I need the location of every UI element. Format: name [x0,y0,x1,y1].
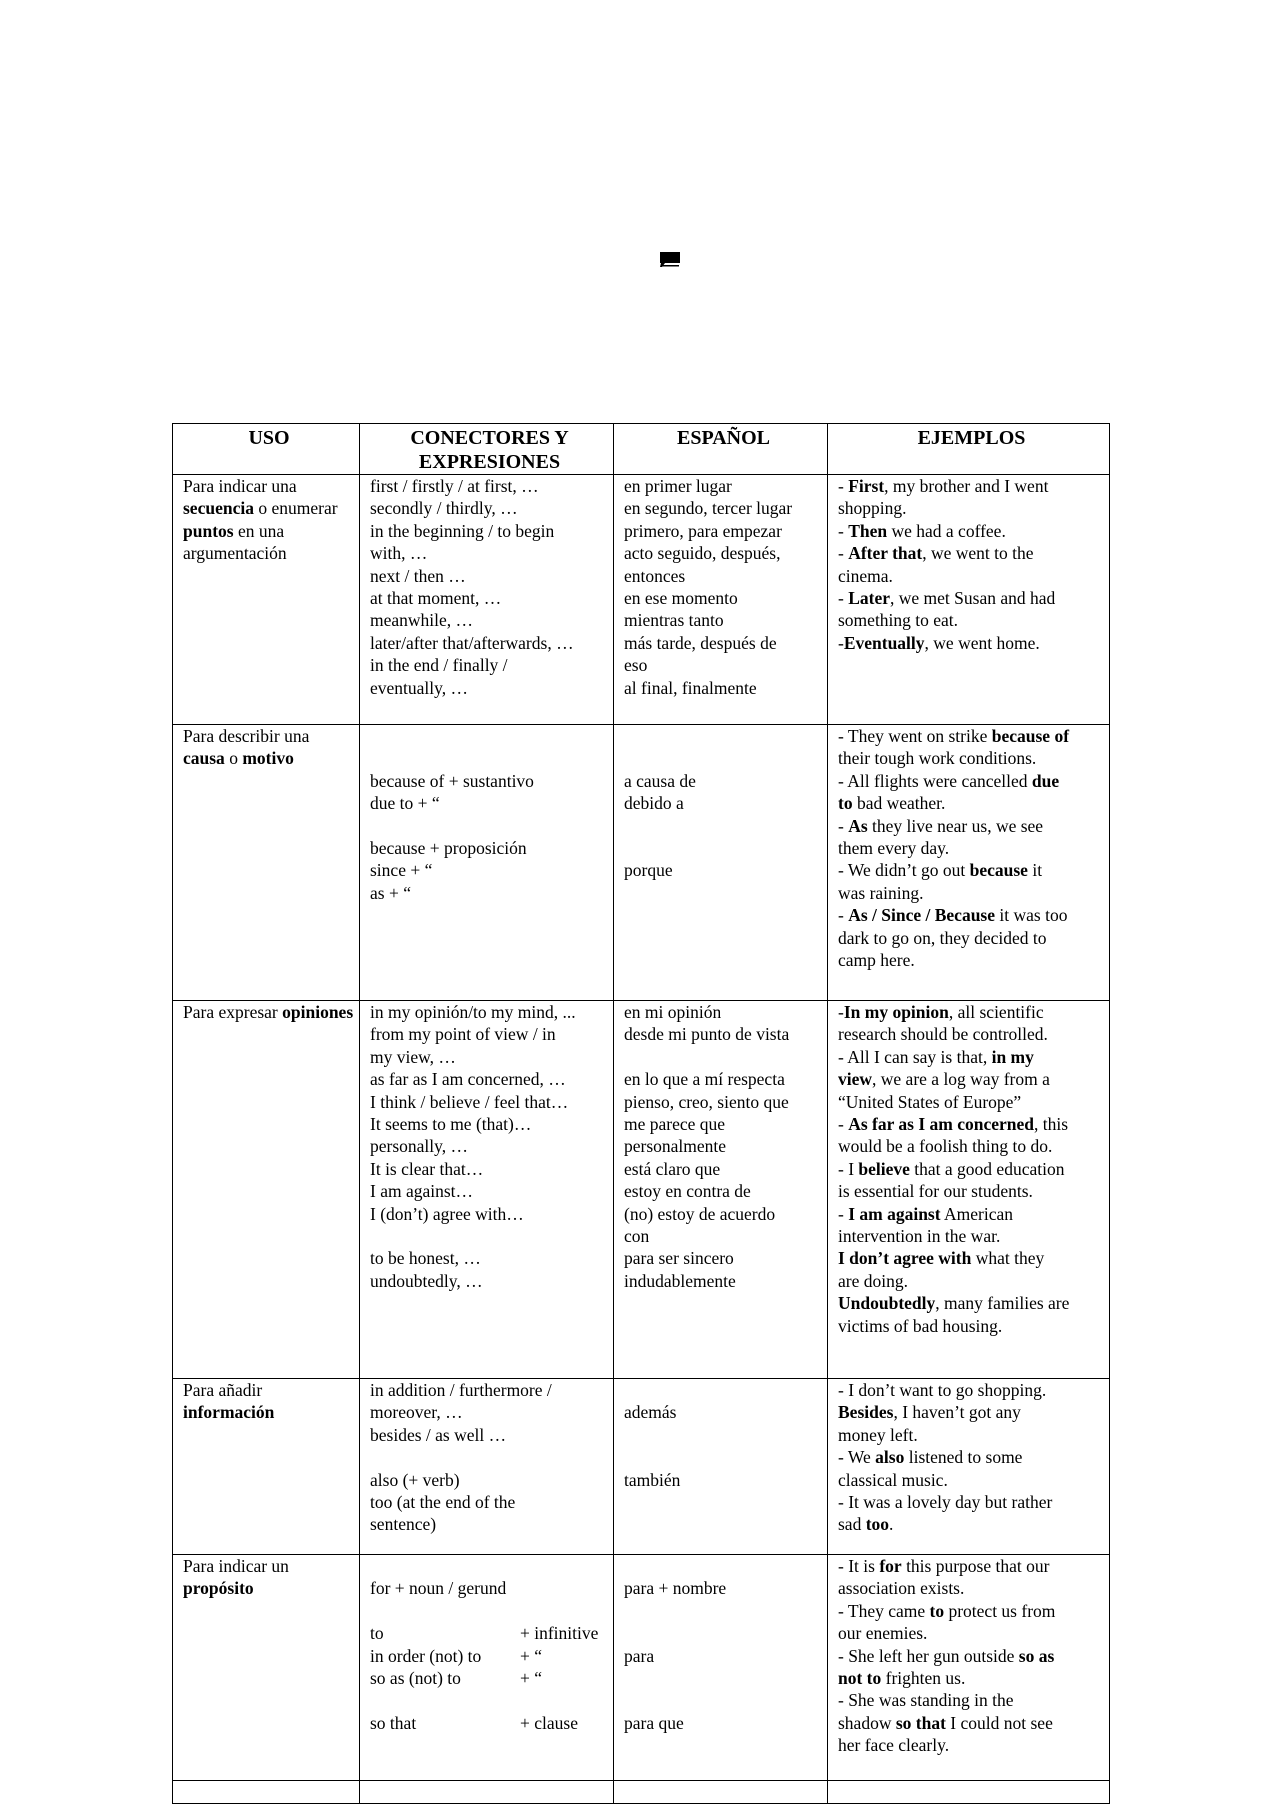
text-run: shadow [838,1712,896,1733]
espanol-line: estoy en contra de [624,1181,751,1202]
ejemplo-line [838,1712,1105,1734]
text-run: are doing. [838,1270,908,1291]
ejemplos-cell [828,1379,1110,1555]
text-run: in my [991,1046,1034,1067]
text-run: - [838,1002,844,1022]
text-run: en una argumentación [183,520,287,564]
text-run: After that [848,543,923,564]
conector-line: my view, … [370,1046,456,1067]
ejemplo-line [838,1023,1105,1045]
ejemplo-line [838,927,1105,949]
conector-line: eventually, … [370,677,469,698]
text-run: her face clearly. [838,1735,950,1756]
text-run: association exists. [838,1578,965,1599]
espanol-line [624,1689,823,1711]
text-run: too [865,1514,890,1535]
text-run: that a good education [909,1158,1065,1179]
espanol-line: primero, para empezar [624,520,782,541]
conector-line [370,1446,609,1468]
conector-line: meanwhile, … [370,610,474,631]
header-uso: USO [173,424,360,475]
text-run: for [879,1556,902,1576]
conector-line: since + “ [370,860,433,881]
conector-line [370,1225,609,1247]
espanol-line [624,1600,823,1622]
conector-line [370,725,609,747]
conector-text: to [370,1623,384,1644]
text-run: causa [183,748,225,769]
text-run: Undoubtedly [838,1293,936,1314]
text-run: . [889,1514,894,1535]
espanol-line: en ese momento [624,588,738,609]
ejemplo-line [838,587,1105,609]
espanol-line: indudablemente [624,1270,736,1291]
conectores-cell [360,1379,614,1555]
text-run: money left. [838,1424,918,1445]
espanol-line: más tarde, después de [624,632,777,653]
espanol-line: desde mi punto de vista [624,1024,790,1045]
text-run: , I haven’t got any [893,1402,1021,1423]
conector-line: I think / believe / feel that… [370,1091,569,1112]
header-espanol: ESPAÑOL [614,424,828,475]
conector-line [370,1622,609,1644]
espanol-line: pienso, creo, siento que [624,1091,789,1112]
ejemplo-line [838,1622,1105,1644]
text-run: , we went to the [922,543,1034,564]
conector-line: first / firstly / at first, … [370,476,539,496]
text-run: As far as I am concerned [848,1114,1035,1135]
text-run: , we met Susan and had [890,588,1056,609]
ejemplo-line [838,1577,1105,1599]
text-run: would be a foolish thing to do. [838,1136,1053,1157]
espanol-line [624,1491,823,1513]
text-run: opiniones [282,1002,354,1022]
text-run: frighten us. [881,1668,966,1689]
conector-line: It seems to me (that)… [370,1114,532,1135]
text-run: to [838,793,853,814]
text-run: - She was standing in the [838,1690,1014,1711]
conector-line: from my point of view / in [370,1024,556,1045]
conector-line: in my opinión/to my mind, ... [370,1002,576,1022]
ejemplo-line [838,1424,1105,1446]
conector-line: in the beginning / to begin [370,520,555,541]
espanol-cell [614,1555,828,1781]
conector-line [370,815,609,837]
text-run: Later [848,588,890,609]
espanol-line: personalmente [624,1136,727,1157]
espanol-line: para + nombre [624,1578,727,1599]
conector-line: because + proposición [370,837,527,858]
ejemplo-line [838,1734,1105,1756]
conector-line: personally, … [370,1136,469,1157]
conector-line [370,1689,609,1711]
espanol-line [624,1513,823,1535]
ejemplo-line [838,1292,1105,1314]
conector-line: due to + “ [370,793,440,814]
conectores-cell [360,1001,614,1379]
header-ejemplos: EJEMPLOS [828,424,1110,475]
conector-line: as + “ [370,882,411,903]
text-run: was raining. [838,882,924,903]
ejemplo-line [838,475,1105,497]
ejemplos-cell [828,475,1110,725]
text-run: sad [838,1514,866,1535]
text-run: shopping. [838,498,907,519]
text-run: because [969,860,1028,881]
text-run: - [838,905,849,926]
table-row [173,725,1110,1001]
espanol-line: en mi opinión [624,1002,722,1022]
text-run: First [848,476,885,496]
ejemplo-line [838,1513,1105,1535]
conector-suffix: + infinitive [520,1623,599,1644]
espanol-line: para que [624,1712,684,1733]
ejemplo-line [838,1446,1105,1468]
ejemplo-line [838,859,1105,881]
conector-line: undoubtedly, … [370,1270,483,1291]
ejemplo-line [838,1469,1105,1491]
conector-line: with, … [370,543,428,564]
text-run: - It is [838,1556,880,1576]
conector-line: at that moment, … [370,588,502,609]
espanol-line [624,725,823,747]
text-run: - [838,543,849,564]
text-run: o enumerar [253,498,338,519]
text-run: , this [1034,1114,1069,1135]
text-run: to [929,1600,945,1621]
espanol-line [624,815,823,837]
text-run: información [183,1402,275,1423]
text-run: what they [971,1248,1045,1269]
uso-cell [173,1001,360,1379]
espanol-line [624,1046,823,1068]
conector-line: It is clear that… [370,1158,484,1179]
text-run: believe [858,1158,910,1179]
text-run: they live near us, we see [867,815,1044,836]
ejemplos-cell [828,1001,1110,1379]
ejemplo-line [838,770,1105,792]
espanol-line: al final, finalmente [624,677,757,698]
ejemplo-line [838,1491,1105,1513]
uso-cell [173,1379,360,1555]
ejemplo-line [838,1046,1105,1068]
espanol-cell [614,1379,828,1555]
ejemplo-line [838,882,1105,904]
text-run: puntos [183,520,234,541]
espanol-line [624,747,823,769]
conector-line [370,747,609,769]
conector-line [370,1555,609,1577]
ejemplo-line [838,497,1105,519]
text-run: - They came [838,1600,930,1621]
espanol-line: a causa de [624,770,696,791]
text-run: is essential for our students. [838,1181,1033,1202]
header-conectores: CONECTORES Y EXPRESIONES [360,424,614,475]
ejemplo-line [838,1315,1105,1337]
text-run: motivo [242,748,294,769]
table-row [173,475,1110,725]
text-run: As / Since / Because [848,905,996,926]
text-run: - [838,520,849,541]
conector-line [370,1667,609,1689]
text-run: so that [895,1712,946,1733]
uso-cell [173,1555,360,1781]
conector-line: because of + sustantivo [370,770,534,791]
text-run: In my opinion [843,1002,949,1022]
text-run: cinema. [838,565,893,586]
conector-line: later/after that/afterwards, … [370,632,574,653]
text-run: I am against [848,1203,941,1224]
espanol-line: debido a [624,793,684,814]
text-run: this purpose that our [901,1556,1050,1576]
empty-row [173,1781,1110,1804]
ejemplo-line [838,520,1105,542]
conector-text: in order (not) to [370,1645,482,1666]
text-run: our enemies. [838,1623,928,1644]
conector-line [370,1577,609,1599]
conector-line: next / then … [370,565,466,586]
text-run: also [875,1447,905,1468]
ejemplo-line [838,1645,1105,1667]
ejemplo-line [838,1401,1105,1423]
text-run: secuencia [183,498,254,519]
text-run: - They went on strike [838,726,992,746]
ejemplo-line [838,1001,1105,1023]
text-run: - [838,815,849,836]
conectores-cell [360,725,614,1001]
text-run: due [1031,770,1060,791]
text-run: - [838,588,849,609]
ejemplo-line [838,1689,1105,1711]
conector-line: too (at the end of the [370,1492,516,1513]
text-run: research should be controlled. [838,1024,1048,1045]
espanol-line: en lo que a mí respecta [624,1069,785,1090]
espanol-line: con [624,1226,650,1247]
table-row [173,1379,1110,1555]
text-run: something to eat. [838,610,959,631]
text-run: - I [838,1158,859,1179]
ejemplo-line [838,565,1105,587]
espanol-line: entonces [624,565,686,586]
ejemplos-cell [828,1555,1110,1781]
text-run: , we are a log way from a [872,1069,1050,1090]
conector-line [370,1712,609,1734]
empty-cell [614,1781,828,1804]
table-row [173,1001,1110,1379]
conector-line: to be honest, … [370,1248,481,1269]
espanol-line: me parece que [624,1114,726,1135]
ejemplo-line [838,632,1105,654]
ejemplo-line [838,1135,1105,1157]
conector-line: I (don’t) agree with… [370,1203,524,1224]
espanol-line: también [624,1469,681,1490]
text-run: view [838,1069,873,1090]
conector-line [370,1600,609,1622]
conector-line: as far as I am concerned, … [370,1069,566,1090]
text-run: propósito [183,1578,254,1599]
espanol-line [624,1622,823,1644]
espanol-line [624,1667,823,1689]
text-run: I could not see [945,1712,1053,1733]
text-run: - All I can say is that, [838,1046,992,1067]
conector-line [370,1645,609,1667]
table-row [173,1555,1110,1781]
text-run: not to [838,1668,882,1689]
ejemplo-line [838,1247,1105,1269]
espanol-line [624,1446,823,1468]
text-run: their tough work conditions. [838,748,1037,769]
ejemplo-line [838,815,1105,837]
text-run: Para describir una [183,726,310,746]
empty-cell [173,1781,360,1804]
ejemplo-line [838,1379,1105,1401]
conector-suffix: + “ [520,1668,543,1688]
uso-cell [173,475,360,725]
text-run: it was too [995,905,1068,926]
ejemplos-cell [828,725,1110,1001]
conector-text: so that [370,1712,417,1733]
espanol-line: acto seguido, después, [624,543,781,564]
ejemplo-line [838,1203,1105,1225]
text-run: it [1027,860,1043,881]
espanol-line: (no) estoy de acuerdo [624,1203,776,1224]
text-run: , many families are [935,1293,1070,1314]
conector-suffix: + “ [520,1645,543,1666]
text-run: Para expresar [183,1002,283,1022]
text-run: Para indicar un [183,1556,289,1576]
ejemplo-line [838,837,1105,859]
conectores-cell [360,475,614,725]
text-run: camp here. [838,950,915,971]
text-run: - We [838,1447,876,1468]
text-run: - [838,632,844,653]
text-run: classical music. [838,1469,948,1490]
espanol-line: en segundo, tercer lugar [624,498,793,519]
text-run: - [838,476,849,496]
text-run: - She left her gun outside [838,1645,1019,1666]
ejemplo-line [838,949,1105,971]
ejemplo-line [838,1091,1105,1113]
text-run: - All flights were cancelled [838,770,1032,791]
text-run: because of [991,726,1070,746]
conector-text: so as (not) to [370,1668,461,1688]
conector-suffix: + clause [520,1712,578,1733]
ejemplo-line [838,1555,1105,1577]
text-run: so as [1018,1645,1055,1666]
conector-line: besides / as well … [370,1424,507,1445]
ejemplo-line [838,725,1105,747]
ejemplo-line [838,542,1105,564]
conector-line: sentence) [370,1514,437,1535]
text-run: As [848,815,868,836]
text-run: listened to some [904,1447,1023,1468]
connectors-table [172,423,1110,1804]
conectores-cell [360,1555,614,1781]
text-run: Then [848,520,888,541]
text-run: o [224,748,243,769]
espanol-line: en primer lugar [624,476,732,496]
ejemplo-line [838,1270,1105,1292]
espanol-line [624,1555,823,1577]
text-run: - I don’t want to go shopping. [838,1380,1047,1400]
conector-line: also (+ verb) [370,1469,460,1490]
ejemplo-line [838,747,1105,769]
espanol-line: además [624,1402,677,1423]
ejemplo-line [838,1600,1105,1622]
text-run: , we went home. [924,632,1040,653]
espanol-line: para [624,1645,655,1666]
conector-line: secondly / thirdly, … [370,498,518,519]
ejemplo-line [838,1225,1105,1247]
ejemplo-line [838,1158,1105,1180]
header-mark [659,251,681,267]
text-run: intervention in the war. [838,1226,1001,1247]
espanol-cell [614,1001,828,1379]
ejemplo-line [838,609,1105,631]
text-run: Para añadir [183,1380,263,1400]
text-run: , all scientific [948,1002,1044,1022]
text-run: victims of bad housing. [838,1315,1003,1336]
empty-cell [828,1781,1110,1804]
conector-line: in addition / furthermore / [370,1380,552,1400]
espanol-line: para ser sincero [624,1248,734,1269]
table-header-row [173,424,1110,475]
espanol-line [624,882,823,904]
conector-line: in the end / finally / [370,655,508,676]
text-run: - [838,1203,849,1224]
text-run: dark to go on, they decided to [838,927,1047,948]
text-run: Para indicar una [183,476,297,496]
ejemplo-line [838,904,1105,926]
espanol-line [624,1424,823,1446]
text-run: , my brother and I went [884,476,1049,496]
text-run: them every day. [838,838,950,859]
text-run: “United States of Europe” [838,1091,1022,1112]
ejemplo-line [838,1180,1105,1202]
text-run: - [838,1114,849,1135]
ejemplo-line [838,1113,1105,1135]
text-run: Eventually [843,632,925,653]
uso-cell [173,725,360,1001]
ejemplo-line [838,1068,1105,1090]
espanol-line [624,1379,823,1401]
espanol-cell [614,475,828,725]
text-run: protect us from [944,1600,1056,1621]
conector-text: for + noun / gerund [370,1578,507,1599]
espanol-line: porque [624,860,673,881]
text-run: bad weather. [852,793,946,814]
text-run: American [940,1203,1013,1224]
text-run: - We didn’t go out [838,860,970,881]
espanol-line: eso [624,655,648,676]
text-run: Besides [838,1402,894,1423]
text-run: - It was a lovely day but rather [838,1492,1053,1513]
empty-cell [360,1781,614,1804]
ejemplo-line [838,1667,1105,1689]
text-run: I don’t agree with [838,1248,972,1269]
espanol-cell [614,725,828,1001]
ejemplo-line [838,792,1105,814]
espanol-line: mientras tanto [624,610,724,631]
text-run: we had a coffee. [887,520,1006,541]
conector-line: I am against… [370,1181,474,1202]
espanol-line: está claro que [624,1158,721,1179]
espanol-line [624,837,823,859]
conector-line: moreover, … [370,1402,463,1423]
